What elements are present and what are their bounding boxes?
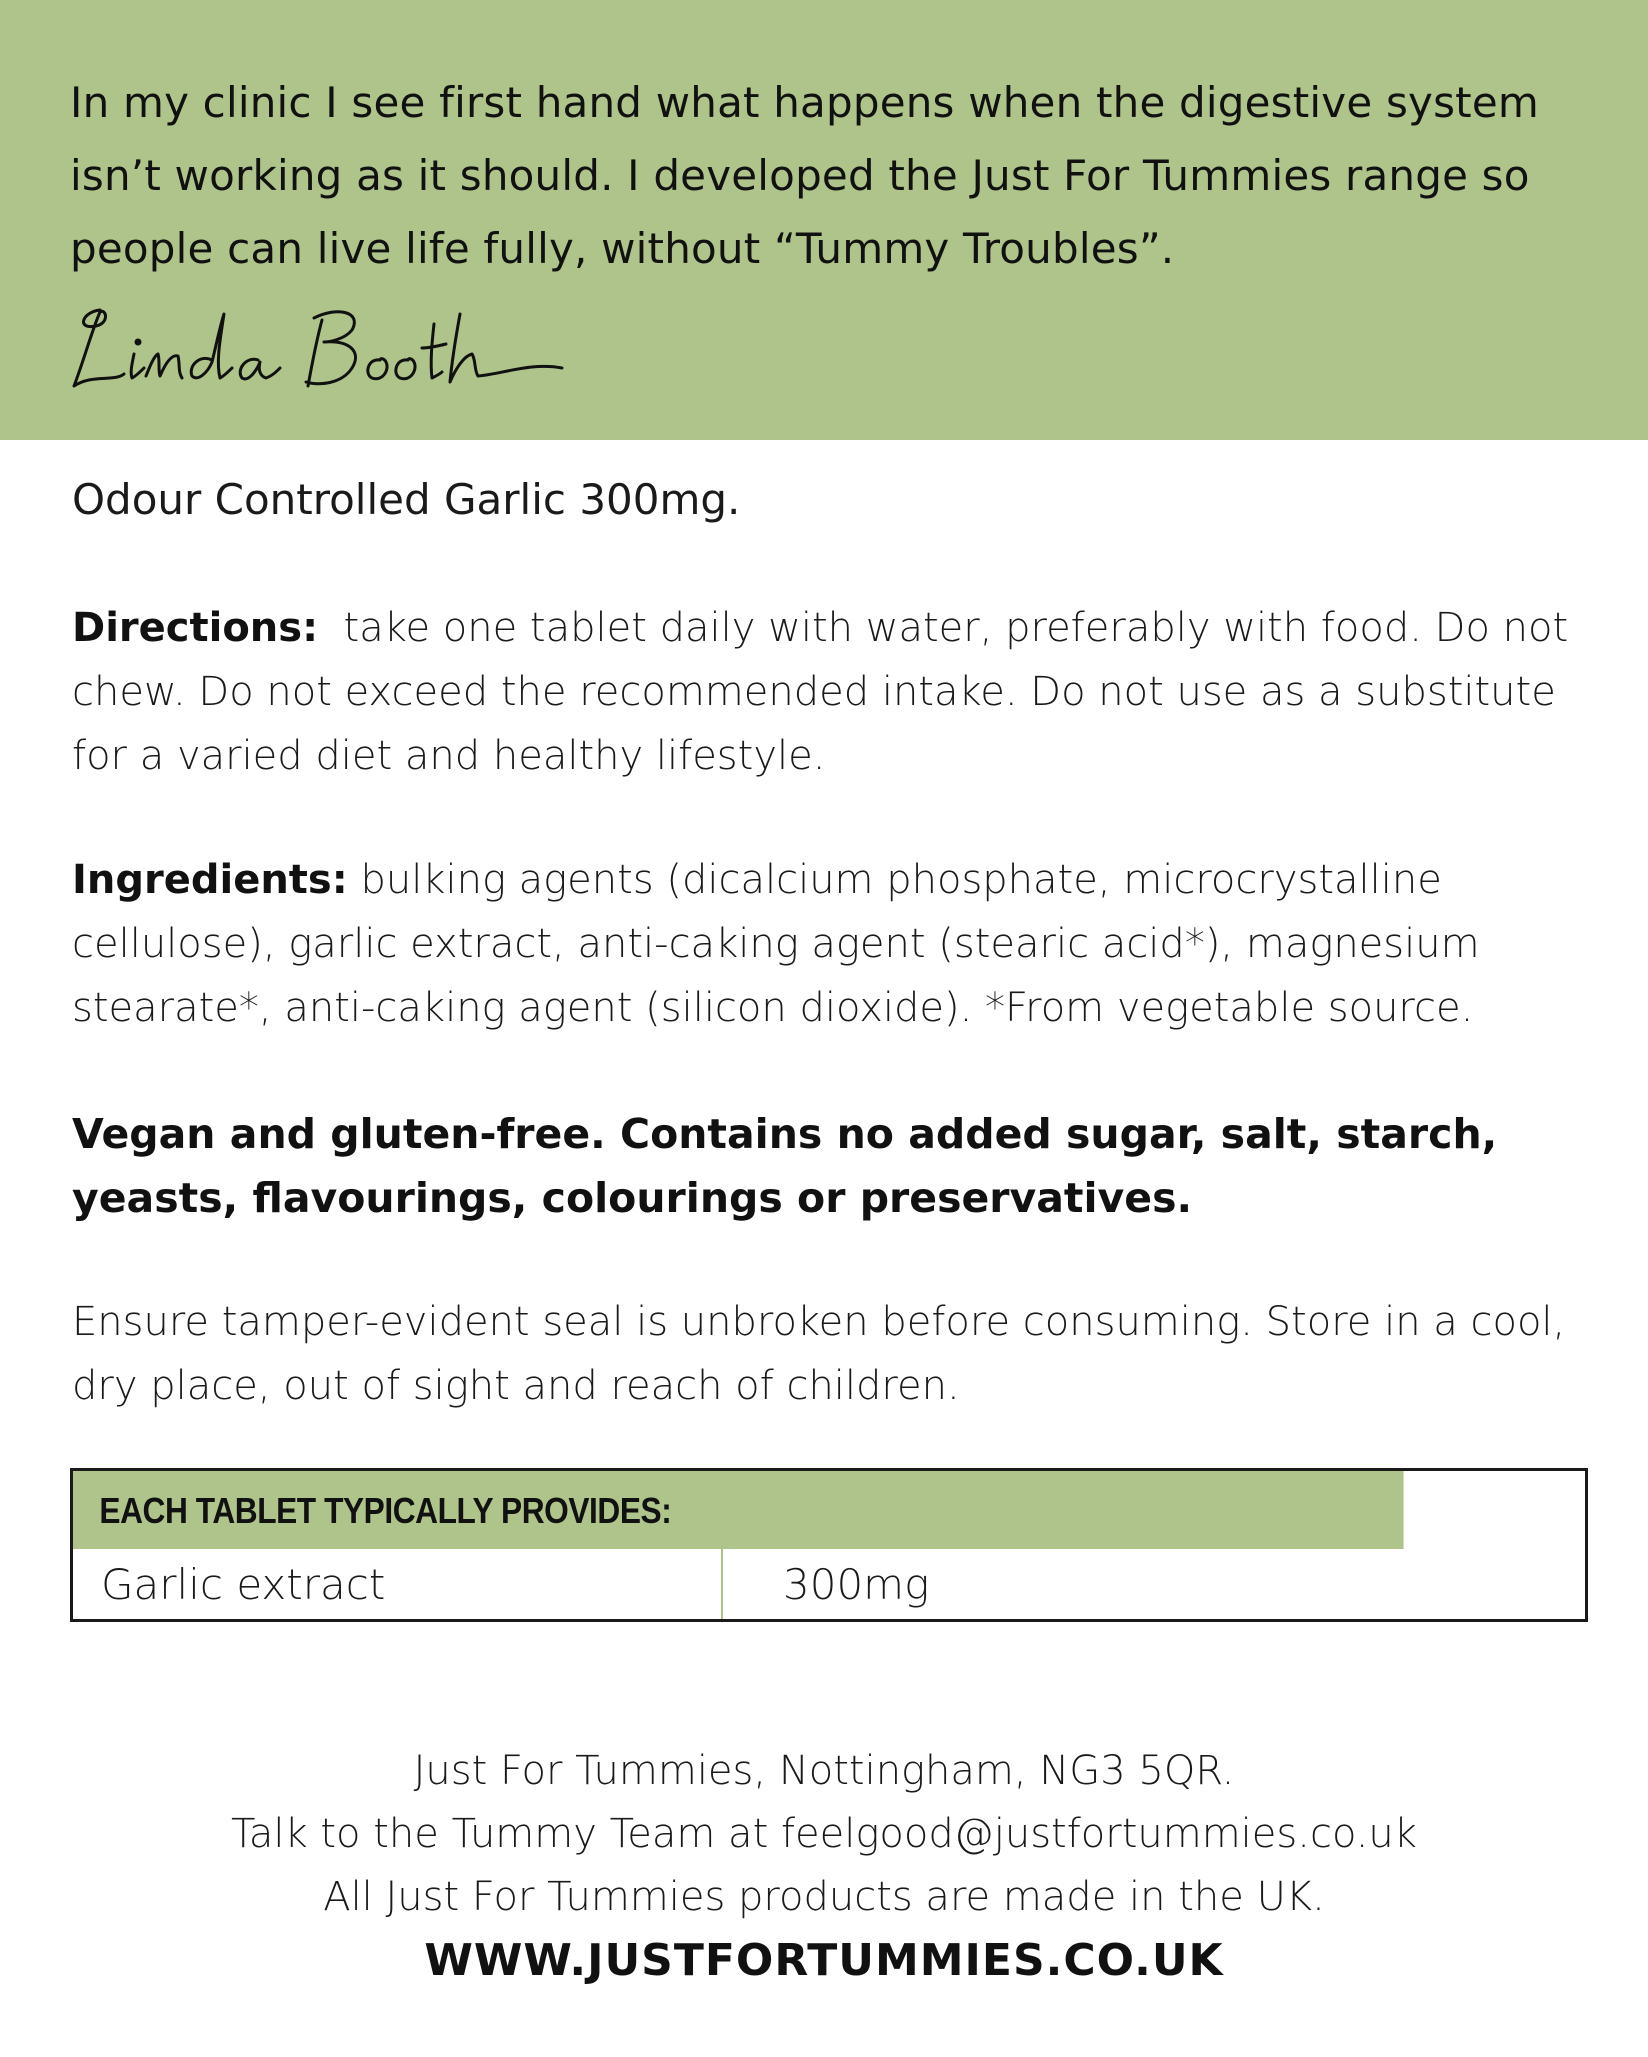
table-row [73, 1549, 1585, 1619]
company-address: Just For Tummies, Nottingham, NG3 5QR. [413, 1748, 1235, 1794]
directions-paragraph [72, 596, 1592, 788]
website-url: WWW.JUSTFORTUMMIES.CO.UK [424, 1935, 1224, 1986]
nutrition-table-header: EACH TABLET TYPICALLY PROVIDES: [73, 1471, 1404, 1549]
dietary-statement: Vegan and gluten-free. Contains no added sugar, salt, starch, yeasts, flavourings, colourings or preservatives. [72, 1110, 1498, 1222]
company-footer [0, 1740, 1648, 1992]
ingredients-text: bulking agents (dicalcium phosphate, microcrystalline cellulose), garlic extract, anti-caking agent (stearic acid*), magnesium stearate*, anti-caking agent (silicon dioxide). *From vegetable source. [72, 857, 1480, 1031]
nutrient-name: Garlic extract [73, 1549, 723, 1619]
founder-quote-panel [0, 0, 1648, 440]
directions-text: take one tablet daily with water, preferably with food. Do not chew. Do not exceed the recommended intake. Do not use as a substitute for a varied diet and healthy lifestyle. [72, 605, 1569, 779]
founder-quote: In my clinic I see first hand what happens when the digestive system isn’t working as it should. I developed the Just For Tummies range so people can live life fully, without “Tummy Troubles”. [70, 78, 1539, 273]
ingredients-paragraph [72, 848, 1592, 1040]
nutrition-table [70, 1468, 1588, 1622]
ingredients-label: Ingredients: [72, 857, 348, 903]
origin-statement: All Just For Tummies products are made in the UK. [323, 1874, 1325, 1920]
product-name: Odour Controlled Garlic 300mg. [72, 475, 741, 524]
founder-signature [62, 290, 582, 410]
directions-label: Directions: [72, 605, 319, 651]
nutrient-value: 300mg [783, 1560, 930, 1609]
storage-instructions: Ensure tamper-evident seal is unbroken before consuming. Store in a cool, dry place, out of sight and reach of children. [72, 1299, 1566, 1409]
signature-image [62, 290, 582, 410]
contact-line: Talk to the Tummy Team at feelgood@justfortummies.co.uk [231, 1811, 1417, 1857]
